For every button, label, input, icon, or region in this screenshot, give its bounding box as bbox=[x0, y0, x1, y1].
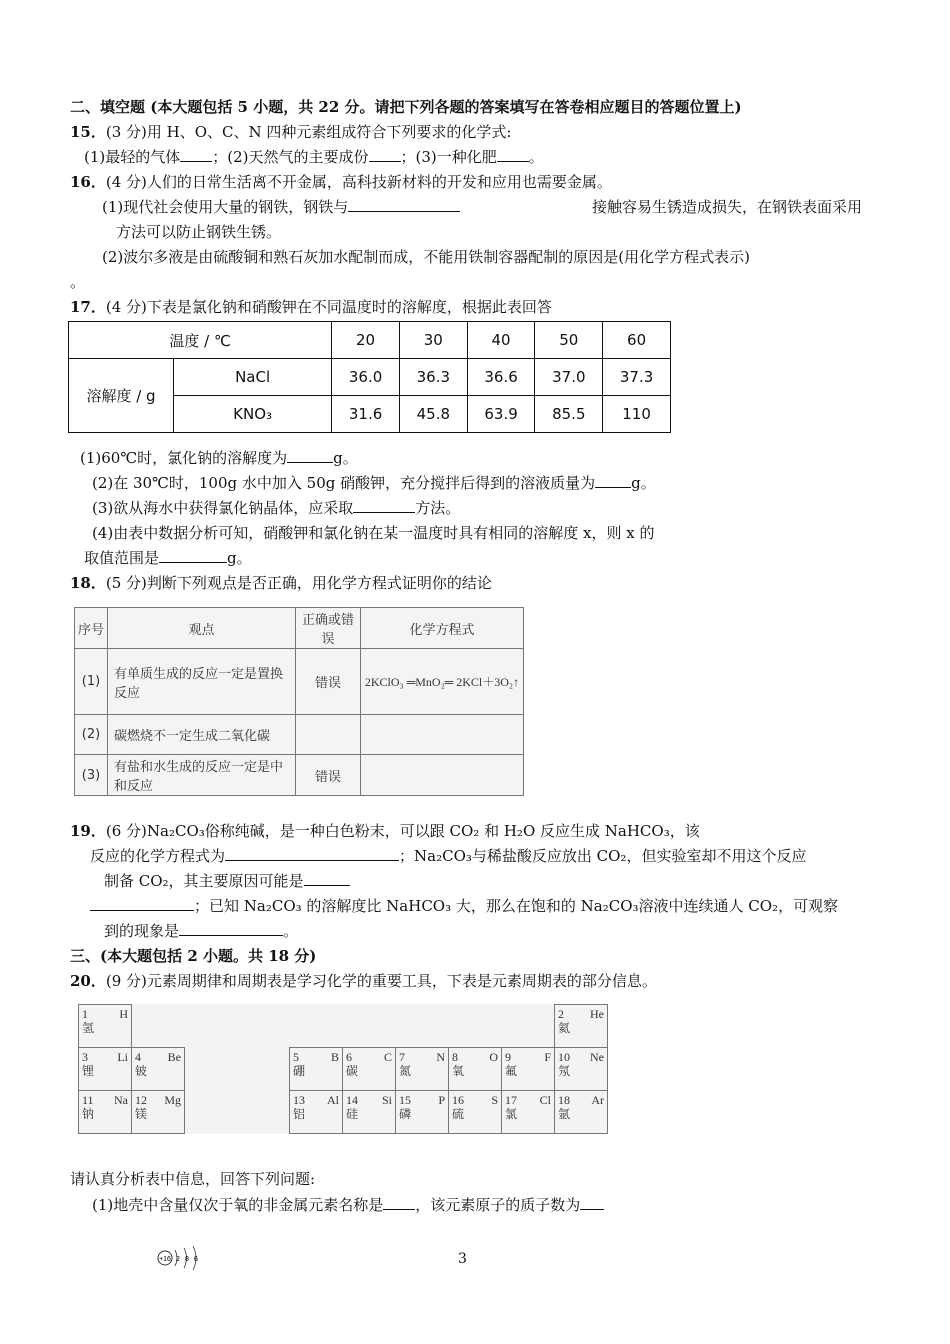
nacl-cell: 36.3 bbox=[399, 359, 467, 396]
q19-line1: 19．(6 分)Na₂CO₃俗称纯碱，是一种白色粉末，可以跟 CO₂ 和 H₂O 反应生成 NaHCO₃，该 bbox=[70, 822, 700, 840]
answer-blank[interactable] bbox=[383, 1195, 415, 1210]
solubility-table bbox=[68, 321, 671, 433]
solubility-header: 溶解度 / g bbox=[69, 359, 174, 433]
judgement-table bbox=[74, 607, 524, 796]
nacl-cell: 36.6 bbox=[467, 359, 535, 396]
q19-line5: 到的现象是 。 bbox=[104, 922, 299, 940]
element-cell-P: 15 P 磷 bbox=[396, 1091, 449, 1134]
section-3-title: 三、(本大题包括 2 小题。共 18 分) bbox=[70, 947, 317, 965]
q17-a4-range: 取值范围是 g。 bbox=[84, 549, 252, 567]
row-no: (2) bbox=[75, 715, 108, 755]
kno3-cell: 45.8 bbox=[399, 396, 467, 433]
col-header-no: 序号 bbox=[75, 608, 108, 649]
element-cell-Li: 3 Li 锂 bbox=[79, 1048, 132, 1091]
q17-stem: 17．(4 分)下表是氯化钠和硝酸钾在不同温度时的溶解度，根据此表回答 bbox=[70, 298, 552, 316]
element-cell-Al: 13 Al 铝 bbox=[290, 1091, 343, 1134]
svg-text:+16: +16 bbox=[159, 1256, 171, 1263]
col-header-judge: 正确或错误 bbox=[296, 608, 361, 649]
element-cell-Na: 11 Na 钠 bbox=[79, 1091, 132, 1134]
answer-blank[interactable] bbox=[497, 147, 529, 162]
q20-stem: 20．(9 分)元素周期律和周期表是学习化学的重要工具，下表是元素周期表的部分信息。 bbox=[70, 972, 657, 990]
kno3-cell: 31.6 bbox=[332, 396, 400, 433]
element-cell-Si: 14 Si 硅 bbox=[343, 1091, 396, 1134]
row-judge: 错误 bbox=[296, 649, 361, 715]
col-header-eq: 化学方程式 bbox=[361, 608, 524, 649]
q17-a1: (1)60℃时，氯化钠的溶解度为 g。 bbox=[80, 449, 358, 467]
element-cell-B: 5 B 硼 bbox=[290, 1048, 343, 1091]
q15-stem: 15．(3 分)用 H、O、C、N 四种元素组成符合下列要求的化学式: bbox=[70, 123, 512, 141]
q20-q1: (1)地壳中含量仅次于氧的非金属元素名称是 ，该元素原子的质子数为 bbox=[92, 1194, 604, 1216]
answer-blank[interactable] bbox=[159, 548, 227, 563]
q19-line4: ；已知 Na₂CO₃ 的溶解度比 NaHCO₃ 大，那么在饱和的 Na₂CO₃溶液中连续通人 CO₂，可观察 bbox=[90, 895, 838, 917]
nacl-cell: 37.3 bbox=[603, 359, 671, 396]
svg-text:8: 8 bbox=[185, 1256, 189, 1263]
q20-prompt: 请认真分析表中信息，回答下列问题: bbox=[70, 1170, 316, 1188]
element-cell-H: 1 H 氢 bbox=[79, 1005, 132, 1048]
answer-blank[interactable] bbox=[304, 871, 350, 886]
q15-parts: (1)最轻的气体 ；(2)天然气的主要成份 ；(3)一种化肥 。 bbox=[84, 148, 544, 166]
atom-structure-diagram bbox=[156, 1244, 206, 1272]
q16-line1: (1)现代社会使用大量的钢铁，钢铁与 接触容易生锈造成损失，在钢铁表面采用 bbox=[102, 198, 862, 216]
q17-a3: (3)欲从海水中获得氯化钠晶体，应采取 方法。 bbox=[92, 499, 461, 517]
row-no: (3) bbox=[75, 755, 108, 796]
temp-cell: 40 bbox=[467, 322, 535, 359]
temp-cell: 30 bbox=[399, 322, 467, 359]
element-cell-Cl: 17 Cl 氯 bbox=[502, 1091, 555, 1134]
row-judge[interactable] bbox=[296, 715, 361, 755]
row-equation: 2KClO₃ ═MnO₂═ 2KCl＋3O₂↑ bbox=[361, 649, 524, 715]
answer-blank[interactable] bbox=[369, 147, 401, 162]
nacl-label: NaCl bbox=[174, 359, 332, 396]
col-header-view: 观点 bbox=[108, 608, 296, 649]
page-number: 3 bbox=[458, 1251, 467, 1267]
row-judge: 错误 bbox=[296, 755, 361, 796]
svg-text:6: 6 bbox=[194, 1256, 198, 1263]
temp-cell: 60 bbox=[603, 322, 671, 359]
kno3-label: KNO₃ bbox=[174, 396, 332, 433]
element-cell-C: 6 C 碳 bbox=[343, 1048, 396, 1091]
q16-stem: 16．(4 分)人们的日常生活离不开金属，高科技新材料的开发和应用也需要金属。 bbox=[70, 173, 612, 191]
answer-blank[interactable] bbox=[348, 197, 460, 212]
element-cell-Be: 4 Be 铍 bbox=[132, 1048, 185, 1091]
q19-line2: 反应的化学方程式为 ；Na₂CO₃与稀盐酸反应放出 CO₂，但实验室却不用这个反应 bbox=[90, 847, 807, 865]
element-cell-He: 2 He 氦 bbox=[555, 1005, 608, 1048]
temp-cell: 20 bbox=[332, 322, 400, 359]
element-cell-Ar: 18 Ar 氩 bbox=[555, 1091, 608, 1134]
answer-blank[interactable] bbox=[90, 896, 194, 911]
q17-a4: (4)由表中数据分析可知，硝酸钾和氯化钠在某一温度时具有相同的溶解度 x，则 x 的 bbox=[92, 524, 655, 542]
q19-line3: 制备 CO₂，其主要原因可能是 bbox=[104, 870, 350, 892]
element-cell-Ne: 10 Ne 氖 bbox=[555, 1048, 608, 1091]
element-cell-Mg: 12 Mg 镁 bbox=[132, 1091, 185, 1134]
q16-line3: (2)波尔多液是由硫酸铜和熟石灰加水配制而成，不能用铁制容器配制的原因是(用化学方程式表示) bbox=[102, 248, 750, 266]
temp-header: 温度 / ℃ bbox=[69, 322, 332, 359]
temp-cell: 50 bbox=[535, 322, 603, 359]
kno3-cell: 63.9 bbox=[467, 396, 535, 433]
row-view: 有单质生成的反应一定是置换反应 bbox=[108, 649, 296, 715]
q17-a2: (2)在 30℃时，100g 水中加入 50g 硝酸钾，充分搅拌后得到的溶液质量为 g。 bbox=[92, 474, 656, 492]
nacl-cell: 36.0 bbox=[332, 359, 400, 396]
answer-blank[interactable] bbox=[353, 498, 415, 513]
kno3-cell: 110 bbox=[603, 396, 671, 433]
section-2-title: 二、填空题 (本大题包括 5 小题，共 22 分。请把下列各题的答案填写在答卷相应题目的答题位置上) bbox=[70, 98, 742, 116]
q16-line2: 方法可以防止钢铁生锈。 bbox=[116, 223, 282, 241]
answer-blank[interactable] bbox=[580, 1195, 604, 1210]
svg-text:2: 2 bbox=[176, 1256, 180, 1263]
row-equation[interactable] bbox=[361, 715, 524, 755]
row-equation[interactable] bbox=[361, 755, 524, 796]
element-cell-F: 9 F 氟 bbox=[502, 1048, 555, 1091]
row-view: 有盐和水生成的反应一定是中和反应 bbox=[108, 755, 296, 796]
answer-blank[interactable] bbox=[179, 921, 283, 936]
answer-blank[interactable] bbox=[595, 473, 631, 488]
element-cell-S: 16 S 硫 bbox=[449, 1091, 502, 1134]
element-cell-O: 8 O 氧 bbox=[449, 1048, 502, 1091]
answer-blank[interactable] bbox=[287, 448, 333, 463]
nacl-cell: 37.0 bbox=[535, 359, 603, 396]
q16-line4: 。 bbox=[70, 273, 86, 291]
answer-blank[interactable] bbox=[180, 147, 212, 162]
element-cell-N: 7 N 氮 bbox=[396, 1048, 449, 1091]
row-view: 碳燃烧不一定生成二氧化碳 bbox=[108, 715, 296, 755]
kno3-cell: 85.5 bbox=[535, 396, 603, 433]
row-no: (1) bbox=[75, 649, 108, 715]
q18-stem: 18．(5 分)判断下列观点是否正确，用化学方程式证明你的结论 bbox=[70, 574, 492, 592]
answer-blank[interactable] bbox=[225, 846, 399, 861]
periodic-table bbox=[78, 1004, 608, 1134]
